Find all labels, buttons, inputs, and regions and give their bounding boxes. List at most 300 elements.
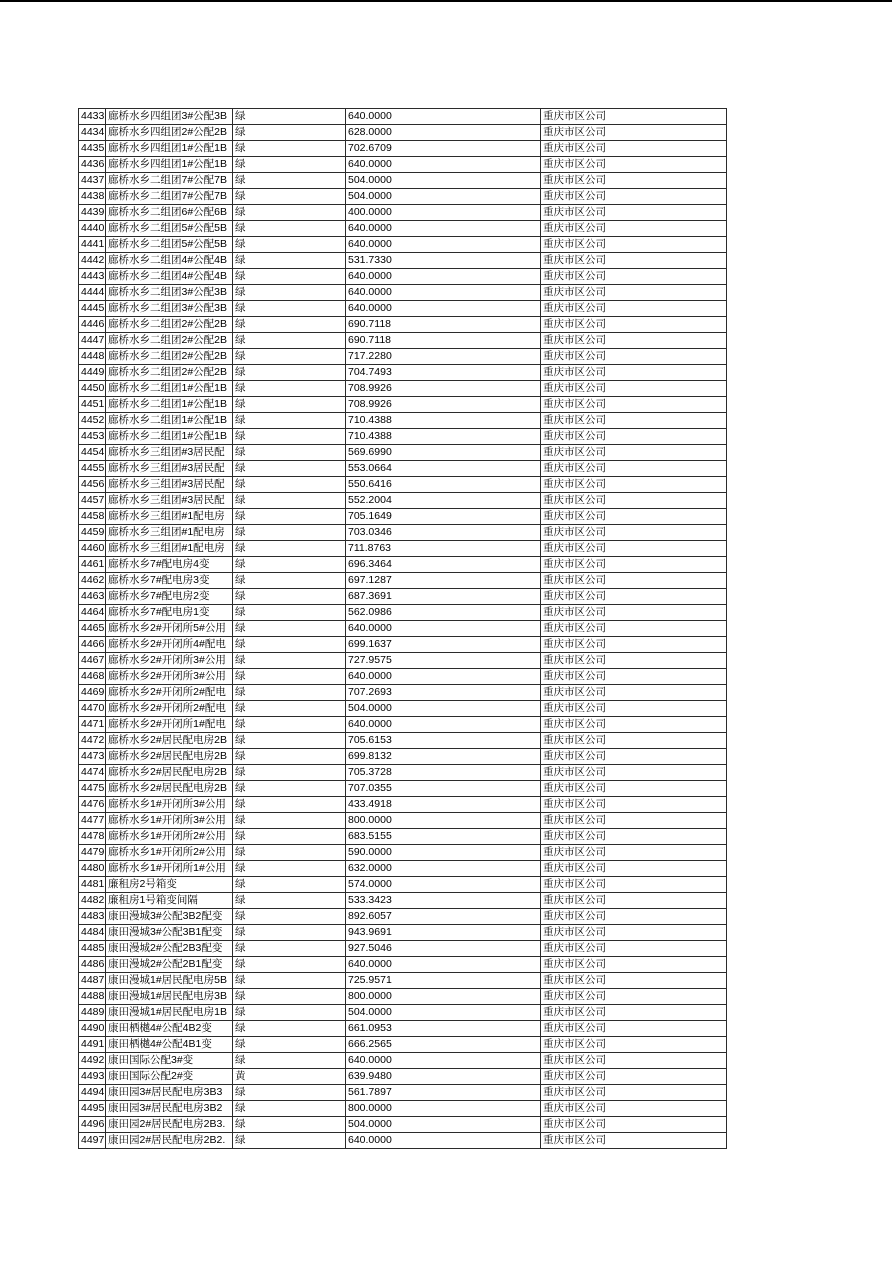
value-cell: 640.0000 — [346, 237, 541, 253]
status-cell: 绿 — [233, 221, 346, 237]
status-cell: 绿 — [233, 861, 346, 877]
value-cell: 640.0000 — [346, 109, 541, 125]
table-row — [79, 109, 727, 125]
value-cell: 690.7118 — [346, 317, 541, 333]
row-id-cell: 4486 — [79, 957, 106, 973]
row-id-cell: 4463 — [79, 589, 106, 605]
value-cell: 710.4388 — [346, 429, 541, 445]
value-cell: 697.1287 — [346, 573, 541, 589]
value-cell: 727.9575 — [346, 653, 541, 669]
name-cell: 廊桥水乡1#开闭所1#公用 — [106, 861, 233, 877]
value-cell: 661.0953 — [346, 1021, 541, 1037]
status-cell: 绿 — [233, 1085, 346, 1101]
status-cell: 绿 — [233, 269, 346, 285]
name-cell: 廊桥水乡二组团1#公配1B — [106, 413, 233, 429]
name-cell: 廊桥水乡2#居民配电房2B — [106, 749, 233, 765]
company-cell: 重庆市区公司 — [541, 525, 727, 541]
table-row — [79, 749, 727, 765]
data-table — [78, 108, 727, 1149]
company-cell: 重庆市区公司 — [541, 509, 727, 525]
row-id-cell: 4448 — [79, 349, 106, 365]
status-cell: 绿 — [233, 237, 346, 253]
table-row — [79, 909, 727, 925]
company-cell: 重庆市区公司 — [541, 797, 727, 813]
value-cell: 550.6416 — [346, 477, 541, 493]
name-cell: 廊桥水乡二组团2#公配2B — [106, 349, 233, 365]
table-row — [79, 1069, 727, 1085]
row-id-cell: 4445 — [79, 301, 106, 317]
company-cell: 重庆市区公司 — [541, 813, 727, 829]
company-cell: 重庆市区公司 — [541, 925, 727, 941]
table-row — [79, 397, 727, 413]
table-row — [79, 653, 727, 669]
row-id-cell: 4433 — [79, 109, 106, 125]
value-cell: 687.3691 — [346, 589, 541, 605]
status-cell: 绿 — [233, 189, 346, 205]
status-cell: 绿 — [233, 301, 346, 317]
status-cell: 绿 — [233, 733, 346, 749]
row-id-cell: 4438 — [79, 189, 106, 205]
row-id-cell: 4480 — [79, 861, 106, 877]
name-cell: 廊桥水乡二组团4#公配4B — [106, 253, 233, 269]
value-cell: 433.4918 — [346, 797, 541, 813]
table-row — [79, 1005, 727, 1021]
table-row — [79, 957, 727, 973]
row-id-cell: 4455 — [79, 461, 106, 477]
row-id-cell: 4470 — [79, 701, 106, 717]
row-id-cell: 4457 — [79, 493, 106, 509]
company-cell: 重庆市区公司 — [541, 1101, 727, 1117]
row-id-cell: 4451 — [79, 397, 106, 413]
status-cell: 绿 — [233, 445, 346, 461]
name-cell: 廊桥水乡三组团#3居民配 — [106, 445, 233, 461]
table-row — [79, 1053, 727, 1069]
company-cell: 重庆市区公司 — [541, 1053, 727, 1069]
table-row — [79, 525, 727, 541]
name-cell: 廊桥水乡2#居民配电房2B — [106, 765, 233, 781]
name-cell: 康田漫城2#公配2B3配变 — [106, 941, 233, 957]
value-cell: 717.2280 — [346, 349, 541, 365]
row-id-cell: 4453 — [79, 429, 106, 445]
table-row — [79, 237, 727, 253]
company-cell: 重庆市区公司 — [541, 429, 727, 445]
value-cell: 702.6709 — [346, 141, 541, 157]
company-cell: 重庆市区公司 — [541, 253, 727, 269]
status-cell: 绿 — [233, 909, 346, 925]
company-cell: 重庆市区公司 — [541, 205, 727, 221]
company-cell: 重庆市区公司 — [541, 765, 727, 781]
row-id-cell: 4483 — [79, 909, 106, 925]
table-row — [79, 461, 727, 477]
table-row — [79, 1021, 727, 1037]
company-cell: 重庆市区公司 — [541, 605, 727, 621]
value-cell: 683.5155 — [346, 829, 541, 845]
row-id-cell: 4450 — [79, 381, 106, 397]
company-cell: 重庆市区公司 — [541, 861, 727, 877]
table-row — [79, 893, 727, 909]
name-cell: 廊桥水乡三组团#3居民配 — [106, 461, 233, 477]
value-cell: 708.9926 — [346, 397, 541, 413]
table-row — [79, 765, 727, 781]
company-cell: 重庆市区公司 — [541, 557, 727, 573]
status-cell: 绿 — [233, 829, 346, 845]
value-cell: 639.9480 — [346, 1069, 541, 1085]
status-cell: 绿 — [233, 925, 346, 941]
name-cell: 廊桥水乡7#配电房1变 — [106, 605, 233, 621]
status-cell: 绿 — [233, 605, 346, 621]
company-cell: 重庆市区公司 — [541, 637, 727, 653]
value-cell: 400.0000 — [346, 205, 541, 221]
value-cell: 711.8763 — [346, 541, 541, 557]
status-cell: 绿 — [233, 701, 346, 717]
row-id-cell: 4497 — [79, 1133, 106, 1149]
status-cell: 绿 — [233, 493, 346, 509]
name-cell: 廊桥水乡二组团5#公配5B — [106, 221, 233, 237]
status-cell: 绿 — [233, 781, 346, 797]
value-cell: 569.6990 — [346, 445, 541, 461]
status-cell: 绿 — [233, 1101, 346, 1117]
company-cell: 重庆市区公司 — [541, 269, 727, 285]
table-row — [79, 509, 727, 525]
value-cell: 690.7118 — [346, 333, 541, 349]
value-cell: 531.7330 — [346, 253, 541, 269]
table-row — [79, 1133, 727, 1149]
status-cell: 绿 — [233, 317, 346, 333]
row-id-cell: 4475 — [79, 781, 106, 797]
name-cell: 廊桥水乡7#配电房2变 — [106, 589, 233, 605]
company-cell: 重庆市区公司 — [541, 189, 727, 205]
row-id-cell: 4487 — [79, 973, 106, 989]
row-id-cell: 4434 — [79, 125, 106, 141]
row-id-cell: 4492 — [79, 1053, 106, 1069]
value-cell: 553.0664 — [346, 461, 541, 477]
status-cell: 绿 — [233, 109, 346, 125]
row-id-cell: 4442 — [79, 253, 106, 269]
row-id-cell: 4461 — [79, 557, 106, 573]
name-cell: 廊桥水乡2#开闭所3#公用 — [106, 669, 233, 685]
row-id-cell: 4454 — [79, 445, 106, 461]
company-cell: 重庆市区公司 — [541, 749, 727, 765]
status-cell: 绿 — [233, 1117, 346, 1133]
name-cell: 廊桥水乡2#开闭所2#配电 — [106, 701, 233, 717]
status-cell: 绿 — [233, 573, 346, 589]
company-cell: 重庆市区公司 — [541, 845, 727, 861]
table-row — [79, 125, 727, 141]
table-row — [79, 445, 727, 461]
name-cell: 廊桥水乡二组团2#公配2B — [106, 317, 233, 333]
row-id-cell: 4476 — [79, 797, 106, 813]
status-cell: 绿 — [233, 205, 346, 221]
company-cell: 重庆市区公司 — [541, 477, 727, 493]
table-row — [79, 669, 727, 685]
status-cell: 绿 — [233, 637, 346, 653]
status-cell: 绿 — [233, 1053, 346, 1069]
company-cell: 重庆市区公司 — [541, 653, 727, 669]
company-cell: 重庆市区公司 — [541, 365, 727, 381]
name-cell: 康田漫城1#居民配电房1B — [106, 1005, 233, 1021]
table-row — [79, 813, 727, 829]
value-cell: 552.2004 — [346, 493, 541, 509]
company-cell: 重庆市区公司 — [541, 1037, 727, 1053]
status-cell: 绿 — [233, 749, 346, 765]
table-row — [79, 141, 727, 157]
company-cell: 重庆市区公司 — [541, 221, 727, 237]
name-cell: 廊桥水乡2#居民配电房2B — [106, 733, 233, 749]
company-cell: 重庆市区公司 — [541, 493, 727, 509]
table-row — [79, 861, 727, 877]
company-cell: 重庆市区公司 — [541, 589, 727, 605]
table-row — [79, 941, 727, 957]
value-cell: 704.7493 — [346, 365, 541, 381]
value-cell: 800.0000 — [346, 1101, 541, 1117]
table-row — [79, 253, 727, 269]
name-cell: 康田栖樾4#公配4B2变 — [106, 1021, 233, 1037]
status-cell: 黄 — [233, 1069, 346, 1085]
status-cell: 绿 — [233, 813, 346, 829]
name-cell: 康田漫城2#公配2B1配变 — [106, 957, 233, 973]
table-row — [79, 781, 727, 797]
name-cell: 廊桥水乡2#开闭所3#公用 — [106, 653, 233, 669]
table-row — [79, 333, 727, 349]
value-cell: 640.0000 — [346, 285, 541, 301]
value-cell: 943.9691 — [346, 925, 541, 941]
row-id-cell: 4452 — [79, 413, 106, 429]
table-row — [79, 1037, 727, 1053]
table-row — [79, 637, 727, 653]
value-cell: 504.0000 — [346, 189, 541, 205]
value-cell: 710.4388 — [346, 413, 541, 429]
value-cell: 574.0000 — [346, 877, 541, 893]
name-cell: 廊桥水乡二组团6#公配6B — [106, 205, 233, 221]
status-cell: 绿 — [233, 525, 346, 541]
row-id-cell: 4479 — [79, 845, 106, 861]
table-row — [79, 365, 727, 381]
value-cell: 705.3728 — [346, 765, 541, 781]
status-cell: 绿 — [233, 653, 346, 669]
company-cell: 重庆市区公司 — [541, 301, 727, 317]
value-cell: 562.0986 — [346, 605, 541, 621]
table-row — [79, 493, 727, 509]
name-cell: 廊桥水乡二组团7#公配7B — [106, 189, 233, 205]
name-cell: 廊桥水乡三组团#3居民配 — [106, 493, 233, 509]
name-cell: 廊桥水乡三组团#1配电房 — [106, 541, 233, 557]
status-cell: 绿 — [233, 717, 346, 733]
row-id-cell: 4437 — [79, 173, 106, 189]
name-cell: 廊桥水乡四组团3#公配3B — [106, 109, 233, 125]
table-row — [79, 589, 727, 605]
name-cell: 廊桥水乡四组团2#公配2B — [106, 125, 233, 141]
status-cell: 绿 — [233, 1037, 346, 1053]
row-id-cell: 4495 — [79, 1101, 106, 1117]
company-cell: 重庆市区公司 — [541, 573, 727, 589]
company-cell: 重庆市区公司 — [541, 941, 727, 957]
name-cell: 廊桥水乡二组团4#公配4B — [106, 269, 233, 285]
row-id-cell: 4488 — [79, 989, 106, 1005]
row-id-cell: 4491 — [79, 1037, 106, 1053]
row-id-cell: 4473 — [79, 749, 106, 765]
name-cell: 廊桥水乡7#配电房3变 — [106, 573, 233, 589]
value-cell: 640.0000 — [346, 269, 541, 285]
company-cell: 重庆市区公司 — [541, 413, 727, 429]
company-cell: 重庆市区公司 — [541, 717, 727, 733]
status-cell: 绿 — [233, 1005, 346, 1021]
status-cell: 绿 — [233, 397, 346, 413]
value-cell: 628.0000 — [346, 125, 541, 141]
row-id-cell: 4449 — [79, 365, 106, 381]
value-cell: 504.0000 — [346, 701, 541, 717]
company-cell: 重庆市区公司 — [541, 877, 727, 893]
company-cell: 重庆市区公司 — [541, 621, 727, 637]
status-cell: 绿 — [233, 141, 346, 157]
name-cell: 廊桥水乡1#开闭所2#公用 — [106, 845, 233, 861]
status-cell: 绿 — [233, 333, 346, 349]
value-cell: 725.9571 — [346, 973, 541, 989]
table-row — [79, 989, 727, 1005]
status-cell: 绿 — [233, 461, 346, 477]
status-cell: 绿 — [233, 877, 346, 893]
row-id-cell: 4469 — [79, 685, 106, 701]
name-cell: 廊桥水乡2#开闭所2#配电 — [106, 685, 233, 701]
table-row — [79, 829, 727, 845]
value-cell: 561.7897 — [346, 1085, 541, 1101]
name-cell: 廊桥水乡二组团1#公配1B — [106, 429, 233, 445]
company-cell: 重庆市区公司 — [541, 733, 727, 749]
status-cell: 绿 — [233, 957, 346, 973]
row-id-cell: 4464 — [79, 605, 106, 621]
name-cell: 廊桥水乡1#开闭所3#公用 — [106, 813, 233, 829]
status-cell: 绿 — [233, 541, 346, 557]
row-id-cell: 4474 — [79, 765, 106, 781]
name-cell: 廊桥水乡二组团2#公配2B — [106, 333, 233, 349]
status-cell: 绿 — [233, 477, 346, 493]
company-cell: 重庆市区公司 — [541, 1085, 727, 1101]
value-cell: 705.6153 — [346, 733, 541, 749]
value-cell: 699.8132 — [346, 749, 541, 765]
table-row — [79, 173, 727, 189]
company-cell: 重庆市区公司 — [541, 173, 727, 189]
company-cell: 重庆市区公司 — [541, 141, 727, 157]
company-cell: 重庆市区公司 — [541, 381, 727, 397]
status-cell: 绿 — [233, 285, 346, 301]
status-cell: 绿 — [233, 125, 346, 141]
value-cell: 640.0000 — [346, 157, 541, 173]
row-id-cell: 4435 — [79, 141, 106, 157]
row-id-cell: 4439 — [79, 205, 106, 221]
status-cell: 绿 — [233, 973, 346, 989]
row-id-cell: 4481 — [79, 877, 106, 893]
company-cell: 重庆市区公司 — [541, 1005, 727, 1021]
row-id-cell: 4444 — [79, 285, 106, 301]
company-cell: 重庆市区公司 — [541, 157, 727, 173]
value-cell: 640.0000 — [346, 221, 541, 237]
name-cell: 康田漫城1#居民配电房5B — [106, 973, 233, 989]
company-cell: 重庆市区公司 — [541, 973, 727, 989]
company-cell: 重庆市区公司 — [541, 957, 727, 973]
status-cell: 绿 — [233, 685, 346, 701]
row-id-cell: 4472 — [79, 733, 106, 749]
name-cell: 廊桥水乡二组团3#公配3B — [106, 301, 233, 317]
name-cell: 康田园2#居民配电房2B2. — [106, 1133, 233, 1149]
value-cell: 504.0000 — [346, 1005, 541, 1021]
company-cell: 重庆市区公司 — [541, 989, 727, 1005]
name-cell: 廊桥水乡7#配电房4变 — [106, 557, 233, 573]
company-cell: 重庆市区公司 — [541, 461, 727, 477]
status-cell: 绿 — [233, 941, 346, 957]
value-cell: 640.0000 — [346, 1133, 541, 1149]
status-cell: 绿 — [233, 893, 346, 909]
name-cell: 廊桥水乡2#居民配电房2B — [106, 781, 233, 797]
company-cell: 重庆市区公司 — [541, 109, 727, 125]
row-id-cell: 4459 — [79, 525, 106, 541]
table-row — [79, 349, 727, 365]
name-cell: 廊桥水乡二组团1#公配1B — [106, 381, 233, 397]
name-cell: 廊桥水乡二组团5#公配5B — [106, 237, 233, 253]
status-cell: 绿 — [233, 989, 346, 1005]
value-cell: 705.1649 — [346, 509, 541, 525]
table-row — [79, 845, 727, 861]
value-cell: 707.0355 — [346, 781, 541, 797]
row-id-cell: 4496 — [79, 1117, 106, 1133]
name-cell: 廊桥水乡二组团3#公配3B — [106, 285, 233, 301]
status-cell: 绿 — [233, 1021, 346, 1037]
status-cell: 绿 — [233, 429, 346, 445]
name-cell: 廊桥水乡四组团1#公配1B — [106, 141, 233, 157]
name-cell: 廉租房2号箱变 — [106, 877, 233, 893]
value-cell: 640.0000 — [346, 1053, 541, 1069]
table-row — [79, 269, 727, 285]
row-id-cell: 4493 — [79, 1069, 106, 1085]
row-id-cell: 4446 — [79, 317, 106, 333]
status-cell: 绿 — [233, 765, 346, 781]
value-cell: 632.0000 — [346, 861, 541, 877]
company-cell: 重庆市区公司 — [541, 445, 727, 461]
company-cell: 重庆市区公司 — [541, 397, 727, 413]
table-row — [79, 317, 727, 333]
company-cell: 重庆市区公司 — [541, 1133, 727, 1149]
value-cell: 640.0000 — [346, 301, 541, 317]
status-cell: 绿 — [233, 381, 346, 397]
row-id-cell: 4440 — [79, 221, 106, 237]
page-top-edge — [0, 0, 892, 2]
company-cell: 重庆市区公司 — [541, 893, 727, 909]
value-cell: 504.0000 — [346, 1117, 541, 1133]
row-id-cell: 4477 — [79, 813, 106, 829]
company-cell: 重庆市区公司 — [541, 349, 727, 365]
name-cell: 廊桥水乡2#开闭所5#公用 — [106, 621, 233, 637]
name-cell: 廊桥水乡二组团7#公配7B — [106, 173, 233, 189]
name-cell: 廊桥水乡1#开闭所2#公用 — [106, 829, 233, 845]
name-cell: 廊桥水乡1#开闭所3#公用 — [106, 797, 233, 813]
status-cell: 绿 — [233, 669, 346, 685]
company-cell: 重庆市区公司 — [541, 829, 727, 845]
company-cell: 重庆市区公司 — [541, 781, 727, 797]
name-cell: 廊桥水乡二组团2#公配2B — [106, 365, 233, 381]
value-cell: 640.0000 — [346, 717, 541, 733]
status-cell: 绿 — [233, 509, 346, 525]
name-cell: 康田栖樾4#公配4B1变 — [106, 1037, 233, 1053]
table-row — [79, 1101, 727, 1117]
table-row — [79, 413, 727, 429]
row-id-cell: 4484 — [79, 925, 106, 941]
status-cell: 绿 — [233, 589, 346, 605]
row-id-cell: 4436 — [79, 157, 106, 173]
row-id-cell: 4482 — [79, 893, 106, 909]
name-cell: 康田园3#居民配电房3B2 — [106, 1101, 233, 1117]
table-row — [79, 1085, 727, 1101]
table-row — [79, 685, 727, 701]
status-cell: 绿 — [233, 413, 346, 429]
row-id-cell: 4485 — [79, 941, 106, 957]
